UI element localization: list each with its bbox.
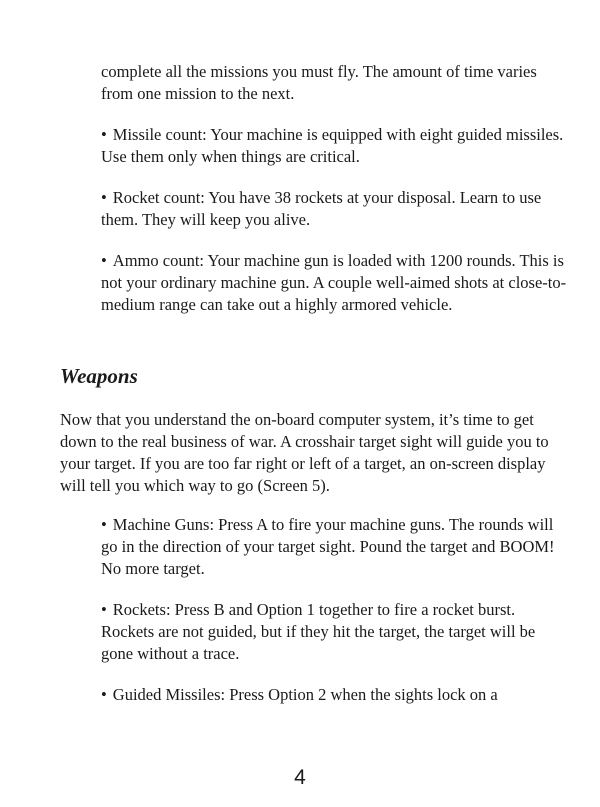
- section-heading-weapons: Weapons: [60, 364, 138, 388]
- bullet-rocket-count: [101, 187, 571, 231]
- weapons-intro-paragraph: Now that you understand the on-board computer system, it’s time to get down to the real business of war. A crosshair target sight will guide you to your target. If you are too far right or left of a target, an on-screen display will tell you which way to go (Screen 5).: [60, 410, 549, 495]
- bullet-missile-count: [101, 124, 571, 168]
- bullet-text: Machine Guns: Press A to fire your machine guns. The rounds will go in the direction of your target sight. Pound the target and BOOM! No more target.: [101, 515, 555, 578]
- bullet-marker: •: [101, 515, 107, 534]
- continuation-paragraph: complete all the missions you must fly. The amount of time varies from one mission to the next.: [101, 62, 537, 103]
- bullet-text: Guided Missiles: Press Option 2 when the sights lock on a: [112, 685, 498, 704]
- bullet-ammo-count: [101, 250, 571, 316]
- bullet-machine-guns: [101, 514, 571, 580]
- bullet-text: Ammo count: Your machine gun is loaded with 1200 rounds. This is not your ordinary machine gun. A couple well-aimed shots at close-to-medium range can take out a highly armored vehicle.: [101, 251, 567, 314]
- bullet-marker: •: [101, 188, 107, 207]
- bullet-guided-missiles: [101, 684, 571, 706]
- bullet-marker: •: [101, 600, 107, 619]
- page-number: 4: [294, 766, 306, 789]
- bullet-rockets: [101, 599, 571, 665]
- bullet-marker: •: [101, 125, 107, 144]
- bullet-text: Rockets: Press B and Option 1 together to fire a rocket burst. Rockets are not guided, but if they hit the target, the target will be gone without a trace.: [101, 600, 536, 663]
- bullet-text: Missile count: Your machine is equipped with eight guided missiles. Use them only when things are critical.: [101, 125, 564, 166]
- bullet-marker: •: [101, 251, 107, 270]
- bullet-marker: •: [101, 685, 107, 704]
- bullet-text: Rocket count: You have 38 rockets at your disposal. Learn to use them. They will keep you alive.: [101, 188, 542, 229]
